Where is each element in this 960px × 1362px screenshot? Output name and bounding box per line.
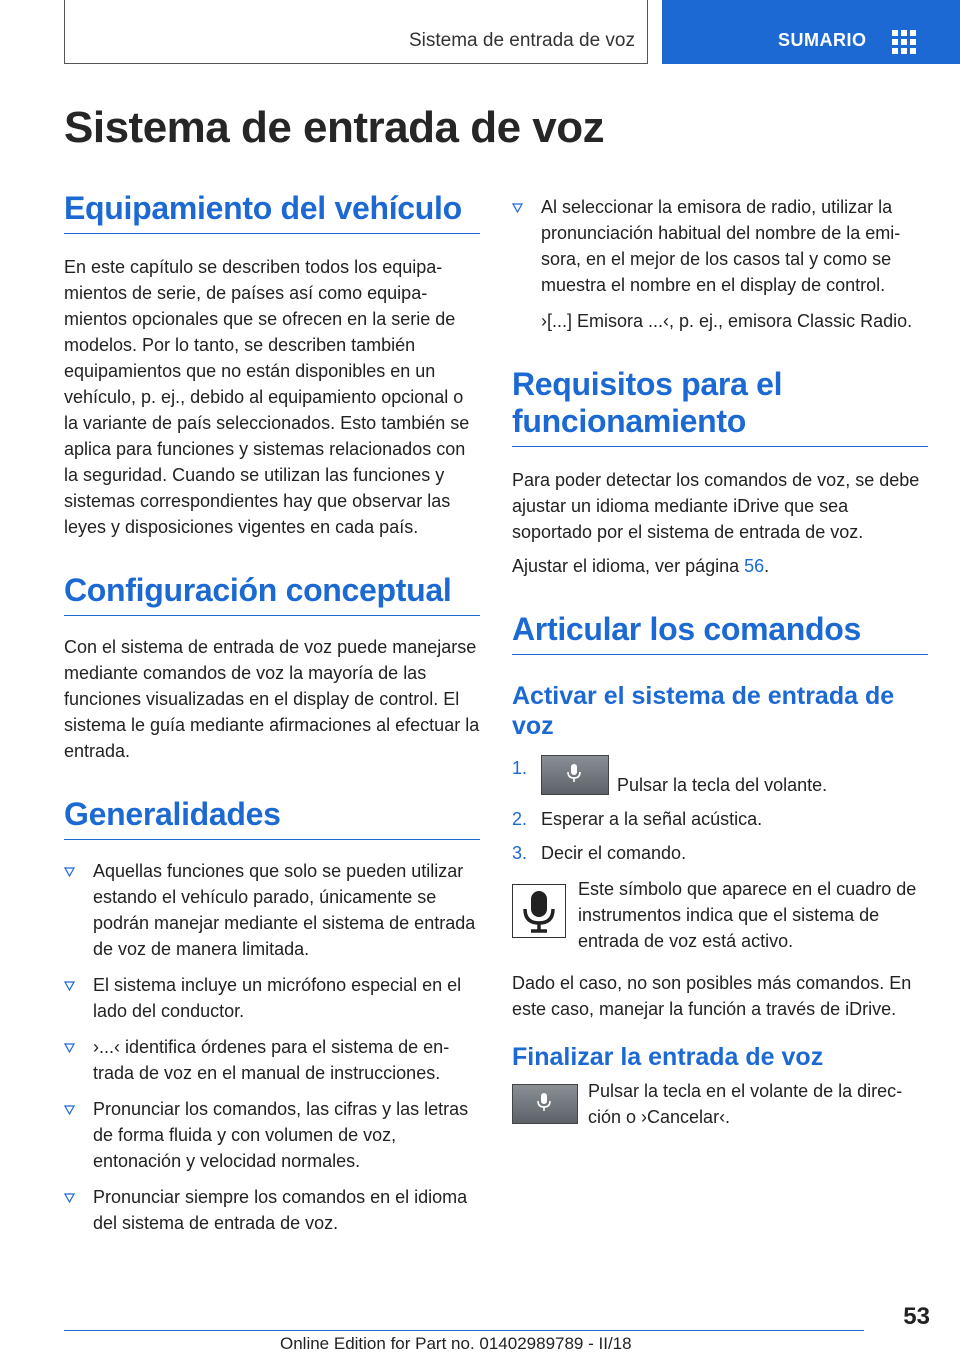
steps-list: [512, 755, 928, 866]
list-item: [64, 972, 480, 1024]
voice-active-symbol: [512, 884, 566, 938]
voice-key-image: [512, 1084, 578, 1124]
header-section-title: Sistema de entrada de voz: [408, 30, 635, 51]
list-item: [512, 806, 928, 832]
list-item-text: ›...‹ identifica órdenes para el sistema de entrada de voz en el manual de instrucciones.: [93, 1037, 450, 1083]
ref-prefix: Ajustar el idioma, ver página: [512, 556, 740, 576]
radio-list: [512, 194, 928, 298]
page-number: 53: [903, 1303, 930, 1330]
step-number: 1.: [512, 758, 528, 778]
triangle-bullet-icon: [64, 1105, 75, 1115]
requisitos-text: Para poder detectar los comandos de voz, se debe ajustar un idioma mediante iDrive que sea soportado por el sistema de entrada de voz.: [512, 470, 920, 542]
contents-button[interactable]: [662, 0, 960, 64]
heading-activar: Activar el sistema de entrada de voz: [512, 682, 895, 740]
microphone-icon: [513, 885, 565, 937]
header-section-box: [64, 0, 648, 64]
microphone-icon: [567, 764, 581, 784]
right-column: [512, 190, 928, 1130]
page-title: Sistema de entrada de voz: [64, 103, 605, 152]
heading-articular: Articular los comandos: [512, 611, 928, 655]
finalizar-text: Pulsar la tecla en el volante de la dirección o ›Cancelar‹.: [588, 1081, 903, 1127]
footer-edition: Online Edition for Part no. 01402989789 - II/18: [280, 1334, 632, 1353]
finalizar-row: [512, 1078, 928, 1130]
footer-divider: [64, 1330, 864, 1331]
step-number: 3.: [512, 843, 528, 863]
list-item-text: Pronunciar siempre los comandos en el idioma del sistema de entrada de voz.: [93, 1187, 468, 1233]
step-text: Decir el comando.: [541, 843, 687, 863]
list-item: [64, 1096, 480, 1174]
heading-finalizar: Finalizar la entrada de voz: [512, 1043, 824, 1071]
triangle-bullet-icon: [64, 867, 75, 877]
list-item: [64, 1034, 480, 1086]
triangle-bullet-icon: [64, 1193, 75, 1203]
equipamiento-text: En este capítulo se describen todos los equipamientos de serie, de países así como equipamientos opcionales que se ofrecen en la serie de modelos. Por lo tanto, se describen también equipamientos que no están disponibles en un vehículo, p. ej., debido al equipamiento opcional o la variante de país seleccionados. Esto también se aplica para funciones y sistemas relacionados con la seguridad. Cuando se utilizan las funciones y sistemas correspondientes hay que observar las leyes y disposiciones vigentes en cada país.: [64, 257, 470, 537]
heading-requisitos: Requisitos para el funcionamiento: [512, 366, 928, 447]
microphone-icon: [537, 1093, 551, 1113]
grid-icon: [892, 30, 916, 54]
list-item: [64, 858, 480, 962]
generalidades-list: [64, 858, 480, 1236]
list-item: [512, 194, 928, 298]
list-item: [512, 755, 928, 798]
symbol-row: [512, 876, 928, 954]
heading-equipamiento: Equipamiento del vehículo: [64, 190, 480, 234]
radio-example: ›[...] Emisora ...‹, p. ej., emisora Classic Radio.: [541, 311, 913, 331]
list-item-text: Al seleccionar la emisora de radio, utilizar la pronunciación habitual del nombre de la emisora, en el mejor de los casos tal y como se muestra el nombre en el display de control.: [541, 197, 901, 295]
list-item-text: Aquellas funciones que solo se pueden utilizar estando el vehículo parado, únicamente se podrán manejar mediante el sistema de entrada de voz de manera limitada.: [93, 861, 476, 959]
voice-key-image: [541, 755, 609, 795]
triangle-bullet-icon: [64, 1043, 75, 1053]
requisitos-ref: [512, 553, 928, 579]
contents-label: SUMARIO: [778, 30, 867, 50]
heading-generalidades: Generalidades: [64, 796, 480, 840]
heading-configuracion: Configuración conceptual: [64, 572, 480, 616]
list-item-text: Pronunciar los comandos, las cifras y las letras de forma fluida y con volumen de voz, entonación y velocidad normales.: [93, 1099, 469, 1171]
list-item: [64, 1184, 480, 1236]
symbol-text: Este símbolo que aparece en el cuadro de instrumentos indica que el sistema de entrada de voz está activo.: [578, 879, 917, 951]
list-item: [512, 840, 928, 866]
step-text: Esperar a la señal acústica.: [541, 809, 763, 829]
configuracion-text: Con el sistema de entrada de voz puede manejarse mediante comandos de voz la mayoría de las funciones visualizadas en el display de control. El sistema le guía mediante afirmaciones al efectuar la entrada.: [64, 637, 480, 761]
step-text: Pulsar la tecla del volante.: [617, 775, 828, 795]
page-link[interactable]: 56: [744, 556, 765, 576]
triangle-bullet-icon: [512, 203, 523, 213]
list-item-text: El sistema incluye un micrófono especial en el lado del conductor.: [93, 975, 462, 1021]
left-column: [64, 190, 480, 1246]
step-number: 2.: [512, 809, 528, 829]
triangle-bullet-icon: [64, 981, 75, 991]
after-text: Dado el caso, no son posibles más comandos. En este caso, manejar la función a través de iDrive.: [512, 973, 912, 1019]
ref-suffix: .: [764, 556, 770, 576]
